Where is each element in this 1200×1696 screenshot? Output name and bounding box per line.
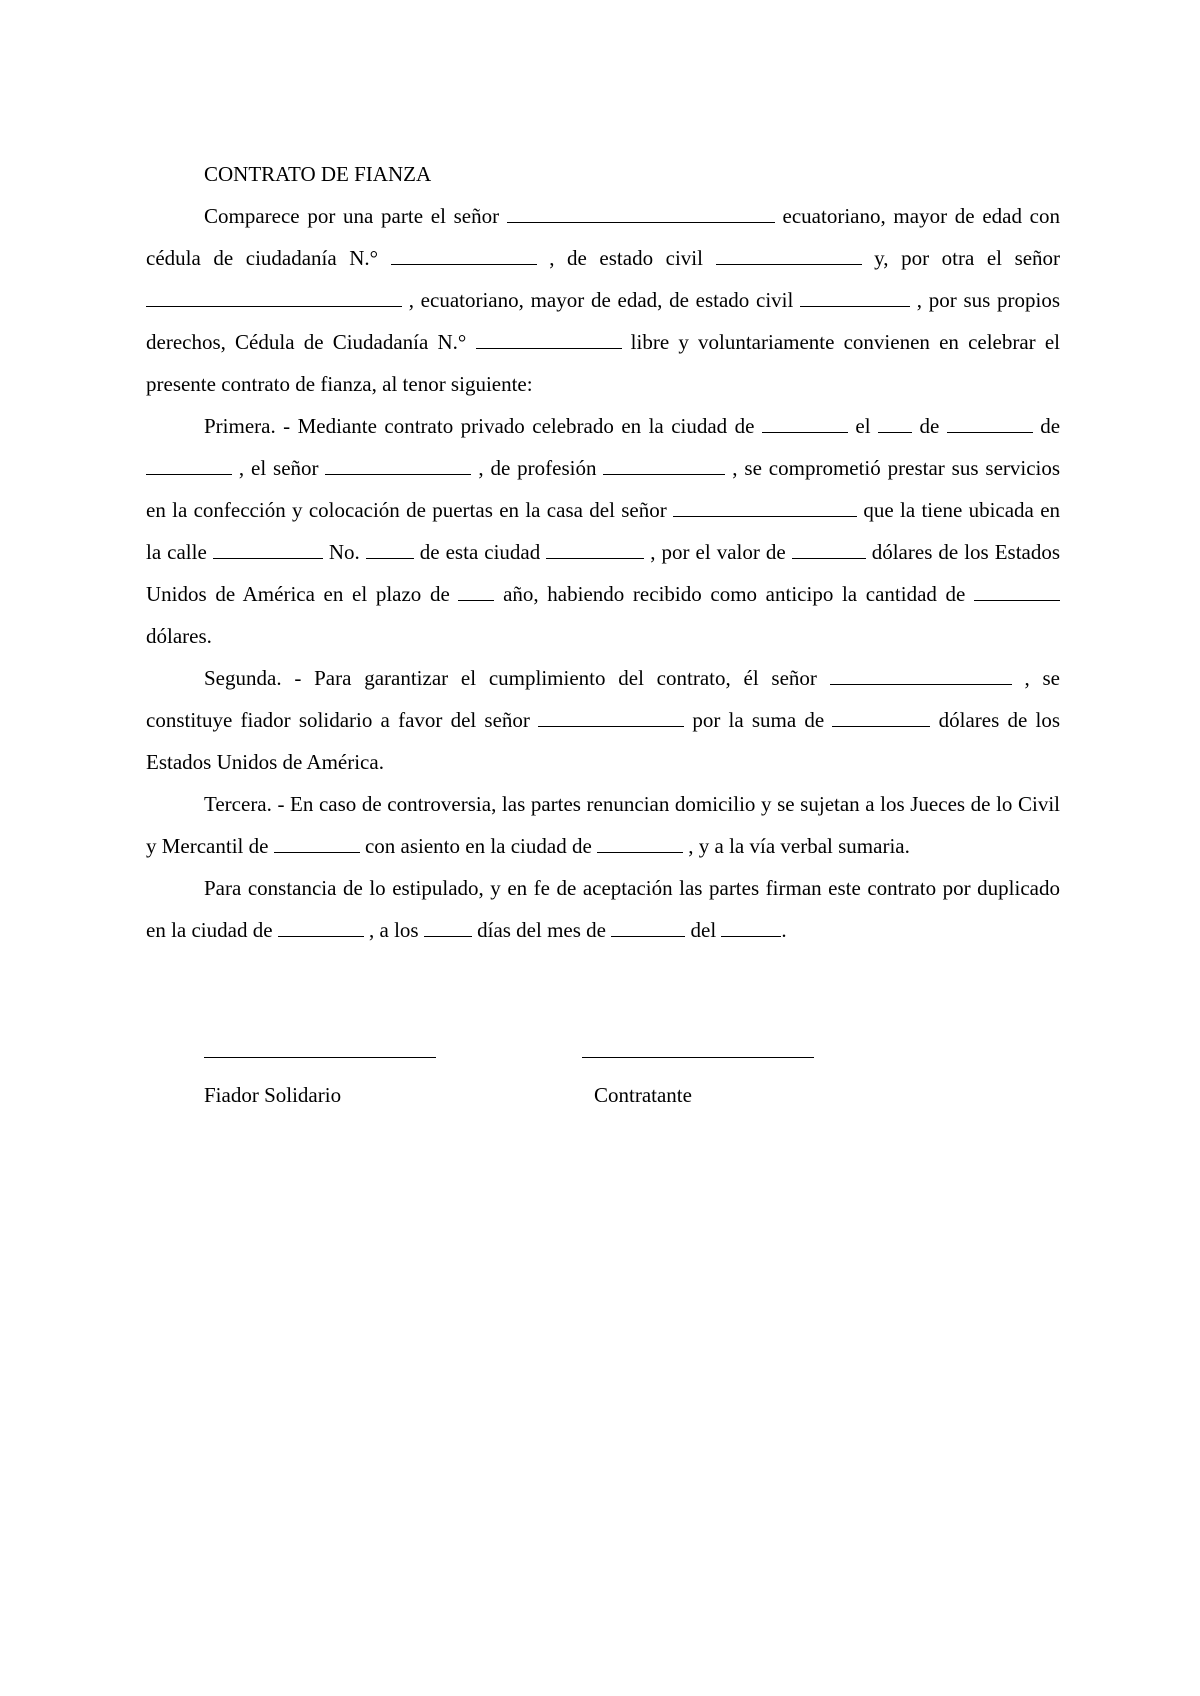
text-segment: dólares de los Estados Unidos de América. — [146, 708, 1061, 774]
text-segment: , se constituye fiador solidario a favor del señor — [146, 666, 1060, 732]
blank-field[interactable] — [146, 457, 232, 475]
blank-field[interactable] — [458, 583, 494, 601]
text-segment: No. — [328, 540, 360, 564]
blank-field[interactable] — [603, 457, 725, 475]
blank-field[interactable] — [274, 835, 360, 853]
text-segment: el — [855, 414, 871, 438]
text-segment: , el señor — [238, 456, 319, 480]
text-segment: con asiento en la ciudad de — [364, 834, 592, 858]
text-segment: , de estado civil — [549, 246, 703, 270]
signature-label-fiador: Fiador Solidario — [204, 1083, 342, 1107]
text-segment: Tercera. - En caso de controversia, las partes renuncian domicilio y se sujetan a los Jueces de lo Civil y Mercantil de — [146, 792, 1060, 858]
text-segment: y, por otra el señor — [874, 246, 1061, 270]
text-segment: Segunda. - Para garantizar el cumplimiento del contrato, él señor — [204, 666, 817, 690]
blank-field[interactable] — [611, 919, 685, 937]
blank-field[interactable] — [476, 331, 622, 349]
text-segment: dólares. — [146, 624, 212, 648]
blank-field[interactable] — [391, 247, 537, 265]
blank-field[interactable] — [832, 709, 930, 727]
blank-field[interactable] — [716, 247, 862, 265]
blank-field[interactable] — [974, 583, 1060, 601]
signature-label-contratante: Contratante — [594, 1083, 692, 1107]
blank-field[interactable] — [146, 289, 402, 307]
text-segment: días del mes de — [477, 918, 606, 942]
text-segment: dólares de los Estados Unidos de América en el plazo de — [146, 540, 1061, 606]
text-segment: , a los — [369, 918, 419, 942]
text-segment: Primera. - Mediante contrato privado celebrado en la ciudad de — [204, 414, 755, 438]
text-segment: , ecuatoriano, mayor de edad, de estado civil — [408, 288, 794, 312]
paragraph-comparecencia — [146, 195, 1060, 405]
blank-field[interactable] — [597, 835, 683, 853]
blank-field[interactable] — [325, 457, 471, 475]
blank-field[interactable] — [878, 415, 912, 433]
text-segment: del — [690, 918, 717, 942]
contract-body — [146, 153, 1060, 951]
blank-field[interactable] — [366, 541, 414, 559]
text-segment: , se comprometió prestar sus servicios en la confección y colocación de puertas en la casa del señor — [146, 456, 1061, 522]
paragraph-primera — [146, 405, 1060, 657]
paragraph-tercera — [146, 783, 1060, 867]
text-segment: ecuatoriano, mayor de edad con cédula de ciudadanía N.° — [146, 204, 1060, 270]
text-segment: de esta ciudad — [419, 540, 541, 564]
text-segment: libre y voluntariamente convienen en celebrar el presente contrato de fianza, al tenor siguiente: — [146, 330, 1061, 396]
signature-line-contratante[interactable] — [582, 1057, 814, 1058]
text-segment: , de profesión — [478, 456, 597, 480]
blank-field[interactable] — [800, 289, 910, 307]
blank-field[interactable] — [213, 541, 323, 559]
text-segment: , y a la vía verbal sumaria. — [688, 834, 910, 858]
blank-field[interactable] — [507, 205, 775, 223]
blank-field[interactable] — [721, 919, 781, 937]
document-title: CONTRATO DE FIANZA — [204, 162, 432, 186]
blank-field[interactable] — [538, 709, 684, 727]
text-segment: , por el valor de — [650, 540, 786, 564]
text-segment: . — [781, 918, 787, 942]
blank-field[interactable] — [278, 919, 364, 937]
blank-field[interactable] — [762, 415, 848, 433]
paragraph-constancia — [146, 867, 1060, 951]
blank-field[interactable] — [673, 499, 857, 517]
text-segment: , por sus propios derechos, Cédula de Ciudadanía N.° — [146, 288, 1060, 354]
blank-field[interactable] — [830, 667, 1012, 685]
text-segment: por la suma de — [692, 708, 825, 732]
text-segment: que la tiene ubicada en la calle — [146, 498, 1061, 564]
text-segment: Para constancia de lo estipulado, y en fe de aceptación las partes firman este contrato por duplicado en la ciudad de — [146, 876, 1060, 942]
blank-field[interactable] — [947, 415, 1033, 433]
signature-lines — [204, 1057, 804, 1059]
blank-field[interactable] — [546, 541, 644, 559]
signature-line-fiador[interactable] — [204, 1057, 436, 1058]
text-segment: Comparece por una parte el señor — [204, 204, 500, 228]
text-segment: de — [919, 414, 940, 438]
text-segment: año, habiendo recibido como anticipo la cantidad de — [503, 582, 966, 606]
blank-field[interactable] — [424, 919, 472, 937]
blank-field[interactable] — [792, 541, 866, 559]
text-segment: de — [1040, 414, 1061, 438]
paragraph-segunda — [146, 657, 1060, 783]
